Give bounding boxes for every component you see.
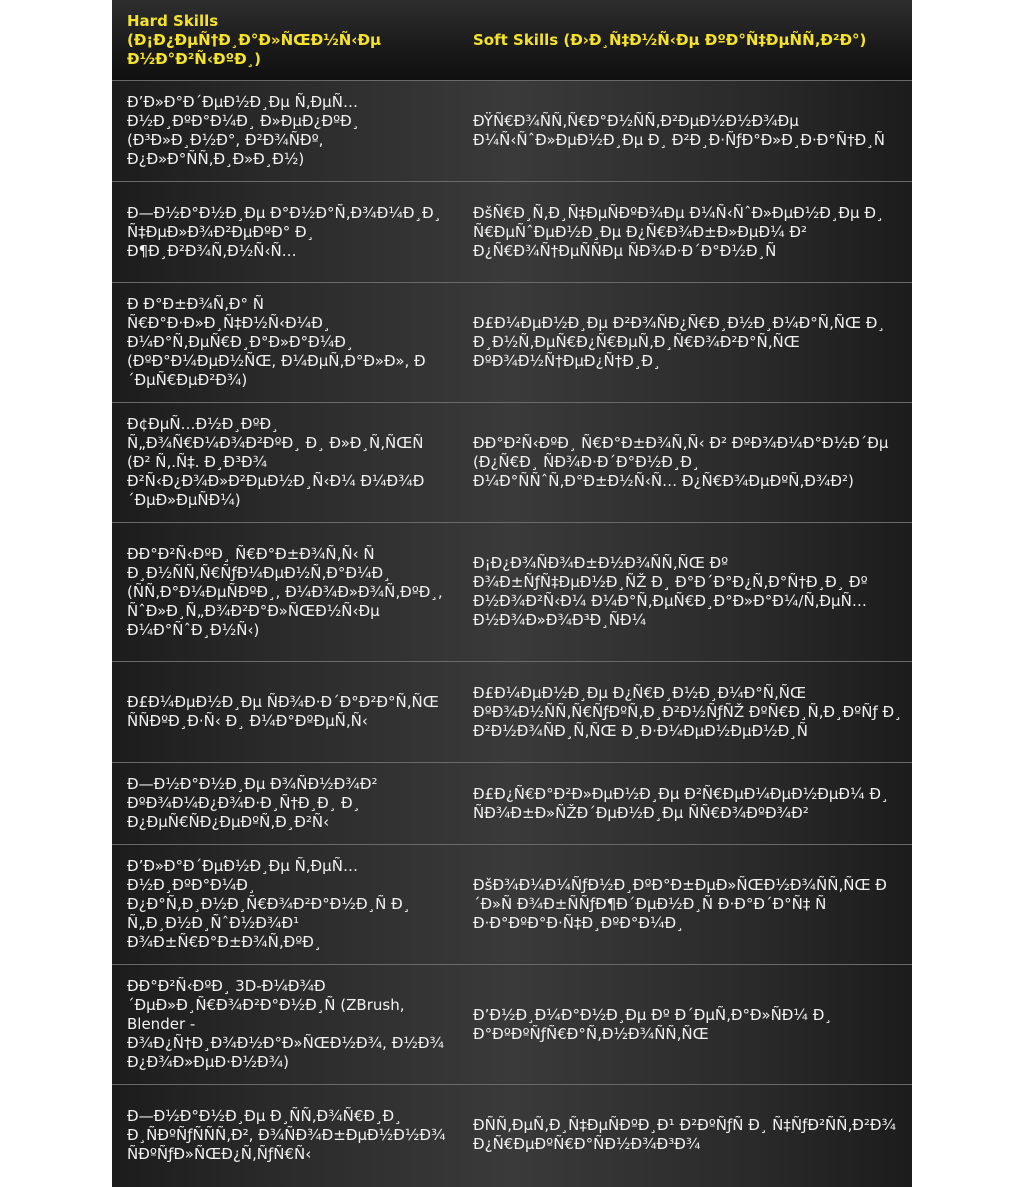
table-row [112, 283, 912, 403]
table-row [112, 81, 912, 182]
hard-skill-cell: Ð’Ð»Ð°Ð´ÐµÐ½Ð¸Ðµ Ñ‚ÐµÑ…Ð½Ð¸ÐºÐ°Ð¼Ð¸ Ð»ÐµÐ¿ÐºÐ¸ (Ð³Ð»Ð¸Ð½Ð°, Ð²Ð¾ÑÐº, Ð¿Ð»Ð°ÑÑ‚Ð¸Ð»Ð¸Ð½) [112, 81, 458, 182]
header-soft-skills: Soft Skills (Ð›Ð¸Ñ‡Ð½Ñ‹Ðµ ÐºÐ°Ñ‡ÐµÑÑ‚Ð²Ð°) [458, 0, 912, 81]
soft-skill-cell: Ð¡Ð¿Ð¾ÑÐ¾Ð±Ð½Ð¾ÑÑ‚ÑŒ Ðº Ð¾Ð±ÑƒÑ‡ÐµÐ½Ð¸ÑŽ Ð¸ Ð°Ð´Ð°Ð¿Ñ‚Ð°Ñ†Ð¸Ð¸ Ðº Ð½Ð¾Ð²Ñ‹Ð¼ Ð¼Ð°Ñ‚ÐµÑ€Ð¸Ð°Ð»Ð°Ð¼/Ñ‚ÐµÑ…Ð½Ð¾Ð»Ð¾Ð³Ð¸ÑÐ¼ [458, 523, 912, 662]
table-row [112, 965, 912, 1085]
soft-skill-cell: ÐŸÑ€Ð¾ÑÑ‚Ñ€Ð°Ð½ÑÑ‚Ð²ÐµÐ½Ð½Ð¾Ðµ Ð¼Ñ‹ÑˆÐ»ÐµÐ½Ð¸Ðµ Ð¸ Ð²Ð¸Ð·ÑƒÐ°Ð»Ð¸Ð·Ð°Ñ†Ð¸Ñ [458, 81, 912, 182]
table-row [112, 182, 912, 283]
hard-skill-cell: Ð¢ÐµÑ…Ð½Ð¸ÐºÐ¸ Ñ„Ð¾Ñ€Ð¼Ð¾Ð²ÐºÐ¸ Ð¸ Ð»Ð¸Ñ‚ÑŒÑ (Ð² Ñ‚.Ñ‡. Ð¸Ð³Ð¾ Ð²Ñ‹Ð¿Ð¾Ð»Ð²ÐµÐ½Ð¸Ñ‹Ð¼ Ð¼Ð¾Ð´ÐµÐ»ÐµÑÐ¼) [112, 403, 458, 523]
hard-skill-cell: ÐÐ°Ð²Ñ‹ÐºÐ¸ Ñ€Ð°Ð±Ð¾Ñ‚Ñ‹ Ñ Ð¸Ð½ÑÑ‚Ñ€ÑƒÐ¼ÐµÐ½Ñ‚Ð°Ð¼Ð¸ (ÑÑ‚Ð°Ð¼ÐµÑÐºÐ¸, Ð¼Ð¾Ð»Ð¾Ñ‚ÐºÐ¸, ÑˆÐ»Ð¸Ñ„Ð¾Ð²Ð°Ð»ÑŒÐ½Ñ‹Ðµ Ð¼Ð°ÑˆÐ¸Ð½Ñ‹) [112, 523, 458, 662]
soft-skill-cell: ÐÑÑ‚ÐµÑ‚Ð¸Ñ‡ÐµÑÐºÐ¸Ð¹ Ð²ÐºÑƒÑ Ð¸ Ñ‡ÑƒÐ²ÑÑ‚Ð²Ð¾ Ð¿Ñ€ÐµÐºÑ€Ð°ÑÐ½Ð¾Ð³Ð¾ [458, 1085, 912, 1186]
hard-skill-cell: Ð—Ð½Ð°Ð½Ð¸Ðµ Ð°Ð½Ð°Ñ‚Ð¾Ð¼Ð¸Ð¸ Ñ‡ÐµÐ»Ð¾Ð²ÐµÐºÐ° Ð¸ Ð¶Ð¸Ð²Ð¾Ñ‚Ð½Ñ‹Ñ… [112, 182, 458, 283]
hard-skill-cell: Ð Ð°Ð±Ð¾Ñ‚Ð° Ñ Ñ€Ð°Ð·Ð»Ð¸Ñ‡Ð½Ñ‹Ð¼Ð¸ Ð¼Ð°Ñ‚ÐµÑ€Ð¸Ð°Ð»Ð°Ð¼Ð¸ (ÐºÐ°Ð¼ÐµÐ½ÑŒ, Ð¼ÐµÑ‚Ð°Ð»Ð», Ð´ÐµÑ€ÐµÐ²Ð¾) [112, 283, 458, 403]
hard-skill-cell: ÐÐ°Ð²Ñ‹ÐºÐ¸ 3D-Ð¼Ð¾Ð´ÐµÐ»Ð¸Ñ€Ð¾Ð²Ð°Ð½Ð¸Ñ (ZBrush, Blender - Ð¾Ð¿Ñ†Ð¸Ð¾Ð½Ð°Ð»ÑŒÐ½Ð¾, Ð½Ð¾ Ð¿Ð¾Ð»ÐµÐ·Ð½Ð¾) [112, 965, 458, 1085]
soft-skill-cell: ÐšÑ€Ð¸Ñ‚Ð¸Ñ‡ÐµÑÐºÐ¾Ðµ Ð¼Ñ‹ÑˆÐ»ÐµÐ½Ð¸Ðµ Ð¸ Ñ€ÐµÑˆÐµÐ½Ð¸Ðµ Ð¿Ñ€Ð¾Ð±Ð»ÐµÐ¼ Ð² Ð¿Ñ€Ð¾Ñ†ÐµÑÑÐµ ÑÐ¾Ð·Ð´Ð°Ð½Ð¸Ñ [458, 182, 912, 283]
skills-table-container [112, 0, 912, 1187]
table-row [112, 662, 912, 763]
table-header-row [112, 0, 912, 81]
soft-skill-cell: Ð’Ð½Ð¸Ð¼Ð°Ð½Ð¸Ðµ Ðº Ð´ÐµÑ‚Ð°Ð»ÑÐ¼ Ð¸ Ð°ÐºÐºÑƒÑ€Ð°Ñ‚Ð½Ð¾ÑÑ‚ÑŒ [458, 965, 912, 1085]
table-row [112, 763, 912, 845]
soft-skill-cell: Ð£Ð¼ÐµÐ½Ð¸Ðµ Ð¿Ñ€Ð¸Ð½Ð¸Ð¼Ð°Ñ‚ÑŒ ÐºÐ¾Ð½ÑÑ‚Ñ€ÑƒÐºÑ‚Ð¸Ð²Ð½ÑƒÑŽ ÐºÑ€Ð¸Ñ‚Ð¸ÐºÑƒ Ð¸ Ð²Ð½Ð¾ÑÐ¸Ñ‚ÑŒ Ð¸Ð·Ð¼ÐµÐ½ÐµÐ½Ð¸Ñ [458, 662, 912, 763]
skills-table [112, 0, 912, 1186]
header-hard-skills: Hard Skills (Ð¡Ð¿ÐµÑ†Ð¸Ð°Ð»ÑŒÐ½Ñ‹Ðµ Ð½Ð°Ð²Ñ‹ÐºÐ¸) [112, 0, 458, 81]
table-row [112, 1085, 912, 1186]
soft-skill-cell: Ð£Ð¿Ñ€Ð°Ð²Ð»ÐµÐ½Ð¸Ðµ Ð²Ñ€ÐµÐ¼ÐµÐ½ÐµÐ¼ Ð¸ ÑÐ¾Ð±Ð»ÑŽÐ´ÐµÐ½Ð¸Ðµ ÑÑ€Ð¾ÐºÐ¾Ð² [458, 763, 912, 845]
table-row [112, 523, 912, 662]
hard-skill-cell: Ð—Ð½Ð°Ð½Ð¸Ðµ Ð¾ÑÐ½Ð¾Ð² ÐºÐ¾Ð¼Ð¿Ð¾Ð·Ð¸Ñ†Ð¸Ð¸ Ð¸ Ð¿ÐµÑ€ÑÐ¿ÐµÐºÑ‚Ð¸Ð²Ñ‹ [112, 763, 458, 845]
hard-skill-cell: Ð—Ð½Ð°Ð½Ð¸Ðµ Ð¸ÑÑ‚Ð¾Ñ€Ð¸Ð¸ Ð¸ÑÐºÑƒÑÑÑ‚Ð², Ð¾ÑÐ¾Ð±ÐµÐ½Ð½Ð¾ ÑÐºÑƒÐ»ÑŒÐ¿Ñ‚ÑƒÑ€Ñ‹ [112, 1085, 458, 1186]
hard-skill-cell: Ð£Ð¼ÐµÐ½Ð¸Ðµ ÑÐ¾Ð·Ð´Ð°Ð²Ð°Ñ‚ÑŒ ÑÑÐºÐ¸Ð·Ñ‹ Ð¸ Ð¼Ð°ÐºÐµÑ‚Ñ‹ [112, 662, 458, 763]
table-row [112, 403, 912, 523]
soft-skill-cell: Ð£Ð¼ÐµÐ½Ð¸Ðµ Ð²Ð¾ÑÐ¿Ñ€Ð¸Ð½Ð¸Ð¼Ð°Ñ‚ÑŒ Ð¸ Ð¸Ð½Ñ‚ÐµÑ€Ð¿Ñ€ÐµÑ‚Ð¸Ñ€Ð¾Ð²Ð°Ñ‚ÑŒ ÐºÐ¾Ð½Ñ†ÐµÐ¿Ñ†Ð¸Ð¸ [458, 283, 912, 403]
table-row [112, 845, 912, 965]
soft-skill-cell: ÐšÐ¾Ð¼Ð¼ÑƒÐ½Ð¸ÐºÐ°Ð±ÐµÐ»ÑŒÐ½Ð¾ÑÑ‚ÑŒ Ð´Ð»Ñ Ð¾Ð±ÑÑƒÐ¶Ð´ÐµÐ½Ð¸Ñ Ð·Ð°Ð´Ð°Ñ‡ Ñ Ð·Ð°ÐºÐ°Ð·Ñ‡Ð¸ÐºÐ°Ð¼Ð¸ [458, 845, 912, 965]
soft-skill-cell: ÐÐ°Ð²Ñ‹ÐºÐ¸ Ñ€Ð°Ð±Ð¾Ñ‚Ñ‹ Ð² ÐºÐ¾Ð¼Ð°Ð½Ð´Ðµ (Ð¿Ñ€Ð¸ ÑÐ¾Ð·Ð´Ð°Ð½Ð¸Ð¸ Ð¼Ð°ÑÑˆÑ‚Ð°Ð±Ð½Ñ‹Ñ… Ð¿Ñ€Ð¾ÐµÐºÑ‚Ð¾Ð²) [458, 403, 912, 523]
hard-skill-cell: Ð’Ð»Ð°Ð´ÐµÐ½Ð¸Ðµ Ñ‚ÐµÑ…Ð½Ð¸ÐºÐ°Ð¼Ð¸ Ð¿Ð°Ñ‚Ð¸Ð½Ð¸Ñ€Ð¾Ð²Ð°Ð½Ð¸Ñ Ð¸ Ñ„Ð¸Ð½Ð¸ÑˆÐ½Ð¾Ð¹ Ð¾Ð±Ñ€Ð°Ð±Ð¾Ñ‚ÐºÐ¸ [112, 845, 458, 965]
